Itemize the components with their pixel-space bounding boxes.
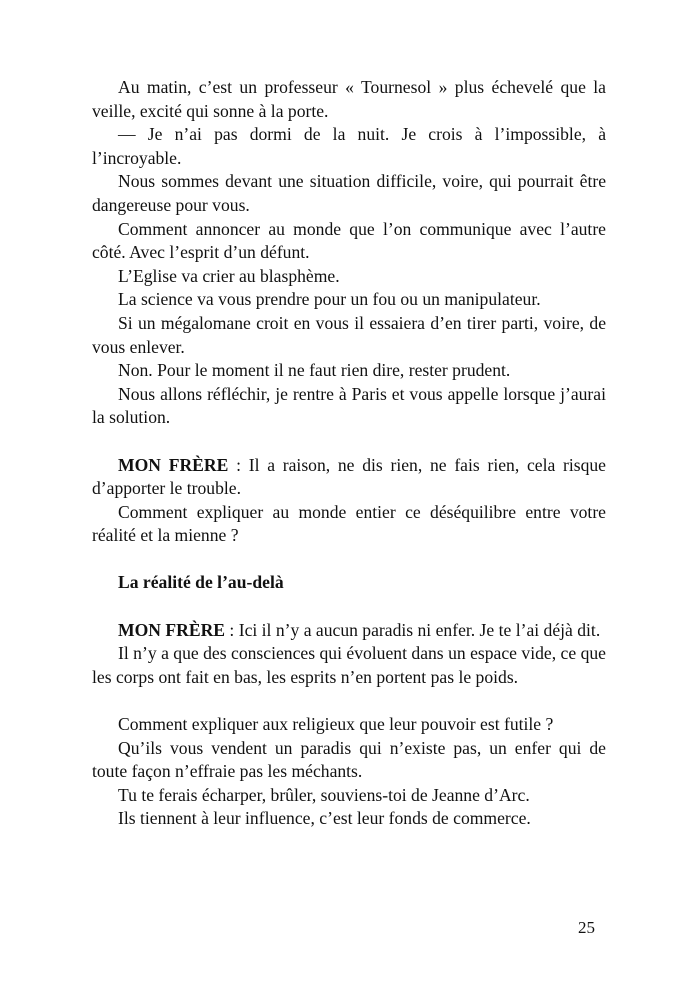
blank-line bbox=[92, 548, 606, 572]
paragraph: Qu’ils vous vendent un paradis qui n’existe pas, un enfer qui de toute façon n’effraie pas les méchants. bbox=[92, 737, 606, 782]
blank-line bbox=[92, 689, 606, 713]
blank-line bbox=[92, 595, 606, 619]
paragraph: Ils tiennent à leur influence, c’est leur fonds de commerce. bbox=[118, 808, 531, 829]
paragraph: Au matin, c’est un professeur « Tournesol » plus échevelé que la veille, excité qui sonne à la porte. bbox=[92, 77, 606, 121]
speaker-name: MON FRÈRE bbox=[118, 454, 229, 475]
page-body bbox=[92, 76, 606, 831]
paragraph: Comment expliquer au monde entier ce déséquilibre entre votre réalité et la mienne ? bbox=[92, 501, 606, 546]
section-heading: La réalité de l’au-delà bbox=[118, 572, 284, 593]
paragraph: Il n’y a que des consciences qui évoluent dans un espace vide, ce que les corps ont fait en bas, les esprits n’en portent pas le poids. bbox=[92, 643, 606, 687]
paragraph: L’Eglise va crier au blasphème. bbox=[118, 265, 340, 286]
page-number: 25 bbox=[578, 918, 595, 937]
paragraph: Nous allons réfléchir, je rentre à Paris et vous appelle lorsque j’aurai la solution. bbox=[92, 383, 606, 428]
paragraph: Comment annoncer au monde que l’on communique avec l’autre côté. Avec l’esprit d’un défunt. bbox=[92, 218, 606, 263]
paragraph: Si un mégalomane croit en vous il essaiera d’en tirer parti, voire, de vous enlever. bbox=[92, 312, 606, 357]
blank-line bbox=[92, 430, 606, 454]
paragraph: Comment expliquer aux religieux que leur pouvoir est futile ? bbox=[118, 714, 554, 735]
paragraph: Nous sommes devant une situation difficile, voire, qui pourrait être dangereuse pour vous. bbox=[92, 171, 606, 215]
dialogue-paragraph bbox=[92, 619, 606, 643]
dialogue-paragraph bbox=[92, 454, 606, 501]
paragraph: La science va vous prendre pour un fou ou un manipulateur. bbox=[118, 289, 541, 310]
paragraph: Non. Pour le moment il ne faut rien dire, rester prudent. bbox=[118, 360, 511, 381]
paragraph: — Je n’ai pas dormi de la nuit. Je crois à l’impossible, à l’incroyable. bbox=[92, 124, 606, 168]
dialogue-text: : Ici il n’y a aucun paradis ni enfer. Je te l’ai déjà dit. bbox=[225, 619, 601, 640]
speaker-name: MON FRÈRE bbox=[118, 619, 226, 640]
dialogue-text: : Il a raison, ne dis rien, ne fais rien, cela risque d’apporter le trouble. bbox=[92, 454, 606, 499]
paragraph: Tu te ferais écharper, brûler, souviens-toi de Jeanne d’Arc. bbox=[118, 784, 530, 805]
